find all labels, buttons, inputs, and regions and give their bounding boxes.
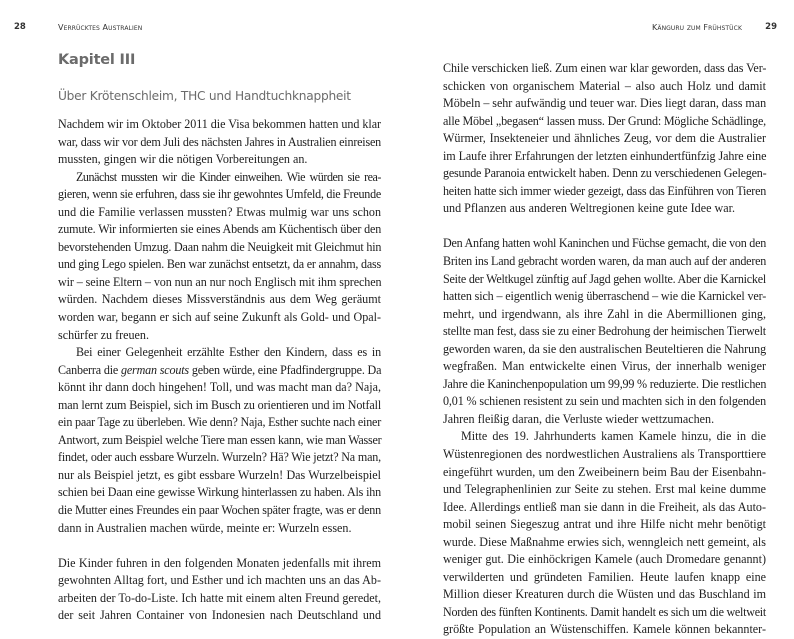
text-line: größte Population an Wüstenschiffen. Kamele können bekannter- xyxy=(443,622,766,637)
text-line: worden war, begann er sich auf seine Zukunft als Gold- und Opal- xyxy=(58,310,381,325)
text-line: Würmer, Insekteneier und ähnliches Zeug, vor dem die Australier xyxy=(443,131,766,146)
left-page xyxy=(0,0,397,623)
text-line: mobil seinen Siegeszug antrat und ihre Hilfe nicht mehr benötigt xyxy=(443,517,766,532)
text-line: Antwort, zum Beispiel welche Tiere man essen kann, wie man Wasser xyxy=(58,432,382,447)
text-line: ein paar Tage zu überleben. Wie denn? Naja, Esther suchte nach einer xyxy=(58,415,382,430)
text-line: wurde. Diese Maßnahme erwies sich, wenngleich nett gemeint, als xyxy=(443,534,766,549)
text-line: Wüstenregionen des nordwestlichen Australiens als Transporttiere xyxy=(443,446,766,461)
text-line: findet, oder auch essbare Wurzeln. Wurzeln? Hä? Wie jetzt? Na man, xyxy=(58,450,381,465)
text-line: alle Möbel „begasen“ lassen muss. Der Grund: Mögliche Schädlinge, xyxy=(443,113,766,128)
text-line: 0,01 % schienen resistent zu sein und machten sich in den folgenden xyxy=(443,394,766,409)
chapter-subtitle: Über Krötenschleim, THC und Handtuchknappheit xyxy=(58,89,351,103)
text-run: geben würde, eine Pfadfindergruppe. Da xyxy=(188,362,382,377)
text-line: und Telegraphenlinien zur Seite zu stehen. Erst mal keine dumme xyxy=(443,482,766,497)
text-line: gesunde Paranoia entwickelt haben. Denn zu verschiedenen Gelegen- xyxy=(443,166,767,181)
paragraph xyxy=(443,235,766,428)
text-line: wegfraßen. Man entwickelte einen Virus, der innerhalb weniger xyxy=(443,359,766,374)
paragraph xyxy=(58,169,381,344)
running-head: Känguru zum Frühstück xyxy=(652,23,742,32)
paragraph xyxy=(58,116,381,169)
text-line: schürfer zu freuen. xyxy=(58,327,149,342)
text-line: Bei einer Gelegenheit erzählte Esther den Kindern, dass es in xyxy=(76,345,381,360)
text-line: Mitte des 19. Jahrhunderts kamen Kamele hinzu, die in die xyxy=(461,429,766,444)
text-line: Jahren fleißig daran, die Verluste wieder wettzumachen. xyxy=(443,411,715,426)
paragraph xyxy=(443,60,766,218)
text-line: weniger gut. Die einhöckrigen Kamele (auch Dromedare genannt) xyxy=(443,552,766,567)
text-line: Chile verschicken ließ. Zum einen war klar geworden, dass das Ver- xyxy=(443,61,767,75)
right-page xyxy=(397,0,794,637)
body-text xyxy=(443,60,766,639)
text-line: Möbeln – sehr aufwändig und teuer war. Dies liegt daran, dass man xyxy=(443,96,767,111)
text-line: schicken von organischem Material – also auch Holz und damit xyxy=(443,78,766,93)
text-line xyxy=(58,362,381,380)
text-line: mehrt, und irgendwann, als ihre Zahl in die Abermillionen ging, xyxy=(443,306,766,321)
text-line: wir – seine Eltern – von nun an nur noch Englisch mit ihm sprechen xyxy=(58,274,382,289)
text-line: eingeführt wurden, um den Zweibeinern beim Bau der Eisenbahn- xyxy=(443,464,766,479)
text-line: gieren, wenn sie erfuhren, dass sie ihr gewohntes Umfeld, die Freunde xyxy=(58,187,381,202)
text-line: bevorstehenden Umzug. Daan nahm die Neuigkeit mit Gleichmut hin xyxy=(58,239,382,254)
text-line: dann in Australien machen würde, meinte er: Wurzeln essen. xyxy=(58,520,352,535)
paragraph xyxy=(443,428,766,639)
text-line: Zunächst mussten wir die Kinder einweihen. Wie würden sie rea- xyxy=(76,169,381,184)
text-line: war, dass wir vor dem Juli des nächsten Jahres in Australien einreisen xyxy=(58,134,381,149)
page-number: 28 xyxy=(14,22,26,32)
text-line: heiten hatte sich immer wieder gezeigt, dass das Einführen von Tieren xyxy=(443,183,766,198)
text-line: man lernt zum Beispiel, sich im Busch zu orientieren und im Notfall xyxy=(58,397,382,412)
text-line: arbeiten der To-do-Liste. Ich hatte mit einem alten Freund geredet, xyxy=(58,590,381,605)
text-line: im Laufe ihrer Erfahrungen der letzten einhundertfünfzig Jahre eine xyxy=(443,148,767,163)
text-line: Norden des fünften Kontinents. Damit handelt es sich um die weltweit xyxy=(443,604,766,619)
text-line: schien bei Daan eine gewisse Wirkung hinterlassen zu haben. Als ihn xyxy=(58,485,381,500)
italic-phrase: german scouts xyxy=(120,362,189,377)
text-line: Idee. Allerdings entließ man sie dann in die Freiheit, als das Auto- xyxy=(443,499,766,514)
page-number: 29 xyxy=(765,22,777,32)
text-run: Canberra die xyxy=(58,362,121,377)
text-line: gewohnten Alltag fort, und Esther und ich machten uns an das Ab- xyxy=(58,573,381,588)
paragraph xyxy=(58,344,381,537)
running-head: Verrücktes Australien xyxy=(58,23,143,32)
body-text xyxy=(58,116,381,625)
text-line: nur als Beispiel jetzt, es gibt essbare Wurzeln! Das Wurzelbeispiel xyxy=(58,467,381,482)
text-line: geworden waren, da sie den australischen Beuteltieren die Nahrung xyxy=(443,341,767,356)
text-line: Million dieser Kreaturen durch die Wüsten und das Buschland im xyxy=(443,587,766,602)
text-line: Briten ins Land gebracht worden waren, da man auch auf der anderen xyxy=(443,253,767,268)
text-line: der seit Jahren Container von Indonesien nach Deutschland und xyxy=(58,608,381,623)
text-line: stellte man fest, dass sie zu einer Bedrohung der heimischen Tierwelt xyxy=(443,324,766,339)
paragraph xyxy=(58,555,381,625)
text-line: könnt ihr dann doch hingehen! Toll, und was macht man da? Naja, xyxy=(58,380,381,395)
text-line: und ging Lego spielen. Ben war zunächst entsetzt, da er annahm, dass xyxy=(58,257,381,272)
text-line: Die Kinder fuhren in den folgenden Monaten jedenfalls mit ihrem xyxy=(58,555,381,570)
text-line: mussten, gingen wir die nötigen Vorbereitungen an. xyxy=(58,152,308,167)
text-line: verwilderten und gründeten Familien. Heute laufen knapp eine xyxy=(443,569,766,584)
text-line: Nachdem wir im Oktober 2011 die Visa bekommen hatten und klar xyxy=(58,117,382,131)
text-line: hatten sich – eigentlich wenig überraschend – wie die Karnickel ver- xyxy=(443,289,767,304)
text-line: und die Familie verlassen mussten? Etwas mulmig war uns schon xyxy=(58,204,381,219)
text-line: zumute. Wir informierten sie eines Abends am Küchentisch über den xyxy=(58,222,382,237)
text-line: die Mutter eines Freundes ein paar Wochen später fragte, was er denn xyxy=(58,503,381,518)
text-line: Jahre die Kaninchenpopulation um 99,99 % reduzierte. Die restlichen xyxy=(443,376,767,391)
text-line: Den Anfang hatten wohl Kaninchen und Füchse gemacht, die von den xyxy=(443,236,766,251)
chapter-title: Kapitel III xyxy=(58,52,136,68)
text-line: Seite der Weltkugel zünftig auf Jagd gehen wollte. Aber die Karnickel xyxy=(443,271,766,286)
text-line: und Pflanzen aus anderen Weltregionen keine gute Idee war. xyxy=(443,201,735,216)
text-line: würden. Nachdem dieses Missverständnis aus dem Weg geräumt xyxy=(58,292,381,307)
